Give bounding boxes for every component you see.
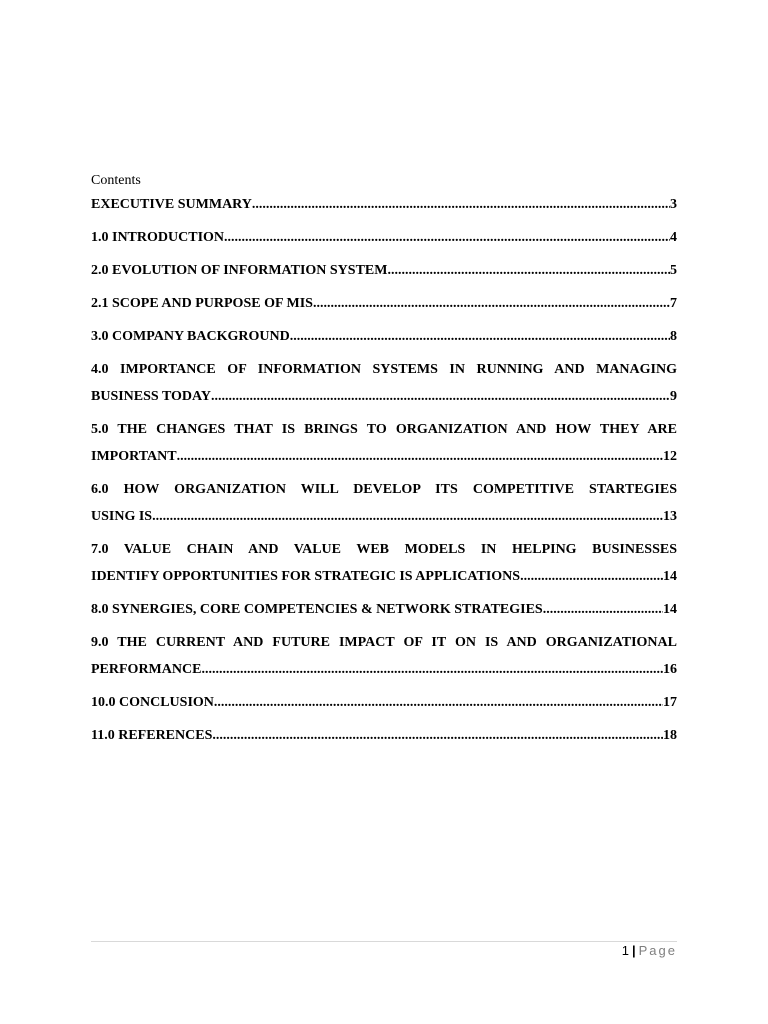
- toc-page-number: 16: [663, 662, 677, 677]
- dot-leader: [152, 508, 663, 526]
- toc-entry-line: [91, 448, 677, 466]
- toc-entry-line: [91, 328, 677, 346]
- toc-entry-line: [91, 388, 677, 406]
- toc-entry[interactable]: [91, 481, 677, 526]
- toc-entry-title-line: 6.0 HOW ORGANIZATION WILL DEVELOP ITS COMPETITIVE STARTEGIES: [91, 482, 677, 497]
- toc-entry[interactable]: [91, 262, 677, 280]
- dot-leader: [520, 568, 663, 586]
- toc-entry[interactable]: [91, 727, 677, 745]
- toc-page-number: 18: [663, 728, 677, 743]
- toc-entry-title-line: 4.0 IMPORTANCE OF INFORMATION SYSTEMS IN RUNNING AND MANAGING: [91, 362, 677, 377]
- toc-entry-title: 2.1 SCOPE AND PURPOSE OF MIS: [91, 296, 313, 311]
- toc-page-number: 5: [670, 263, 677, 278]
- toc-entry-title: 10.0 CONCLUSION: [91, 695, 214, 710]
- toc-page-number: 14: [663, 602, 677, 617]
- toc-page-number: 13: [663, 509, 677, 524]
- toc-entry-line: [91, 229, 677, 247]
- toc-entry-title: BUSINESS TODAY: [91, 389, 211, 404]
- toc-entry-line: [91, 661, 677, 679]
- dot-leader: [387, 262, 670, 280]
- toc-entry[interactable]: [91, 295, 677, 313]
- dot-leader: [212, 727, 663, 745]
- dot-leader: [543, 601, 663, 619]
- dot-leader: [211, 388, 670, 406]
- toc-entry[interactable]: [91, 229, 677, 247]
- toc-entry-line: [91, 727, 677, 745]
- toc-page-number: 8: [670, 329, 677, 344]
- dot-leader: [224, 229, 670, 247]
- toc-page-number: 3: [670, 197, 677, 212]
- toc-entry-title: 11.0 REFERENCES: [91, 728, 213, 743]
- toc-entry-title-line: 5.0 THE CHANGES THAT IS BRINGS TO ORGANIZATION AND HOW THEY ARE: [91, 422, 677, 437]
- dot-leader: [290, 328, 670, 346]
- dot-leader: [252, 196, 670, 214]
- dot-leader: [214, 694, 663, 712]
- toc-entry-line: [91, 508, 677, 526]
- toc-entry[interactable]: [91, 694, 677, 712]
- toc-entry-title: EXECUTIVE SUMMARY: [91, 197, 252, 212]
- toc-entry-title: USING IS: [91, 509, 153, 524]
- toc-entry[interactable]: [91, 196, 677, 214]
- toc-entry[interactable]: [91, 421, 677, 466]
- toc-entry[interactable]: [91, 634, 677, 679]
- dot-leader: [313, 295, 670, 313]
- toc-page-number: 4: [670, 230, 677, 245]
- footer-rule: [91, 941, 677, 942]
- toc-entry-line: [91, 196, 677, 214]
- page-footer: [622, 943, 677, 959]
- toc-entry[interactable]: [91, 328, 677, 346]
- toc-entry-line: [91, 568, 677, 586]
- toc-page-number: 17: [663, 695, 677, 710]
- toc-entry-line: [91, 694, 677, 712]
- toc-entry-title-line: 9.0 THE CURRENT AND FUTURE IMPACT OF IT ON IS AND ORGANIZATIONAL: [91, 635, 677, 650]
- toc-heading: Contents: [91, 173, 141, 188]
- toc-entry[interactable]: [91, 541, 677, 586]
- page-number: 1: [621, 943, 629, 958]
- dot-leader: [201, 661, 663, 679]
- toc-page-number: 7: [670, 296, 677, 311]
- page-word: Page: [638, 943, 677, 958]
- dot-leader: [177, 448, 663, 466]
- toc-entry-line: [91, 601, 677, 619]
- toc-entry-title-line: 7.0 VALUE CHAIN AND VALUE WEB MODELS IN HELPING BUSINESSES: [91, 542, 677, 557]
- toc-entry-title: 1.0 INTRODUCTION: [91, 230, 225, 245]
- toc-entries: [91, 196, 677, 745]
- toc-entry-line: [91, 295, 677, 313]
- toc-page-number: 9: [670, 389, 677, 404]
- toc-entry-title: PERFORMANCE: [91, 662, 202, 677]
- toc-page-number: 14: [663, 569, 677, 584]
- toc-entry-line: [91, 262, 677, 280]
- footer-separator: |: [631, 943, 636, 958]
- toc-page-number: 12: [663, 449, 677, 464]
- toc-entry-title: 2.0 EVOLUTION OF INFORMATION SYSTEM: [91, 263, 388, 278]
- toc-entry-title: IDENTIFY OPPORTUNITIES FOR STRATEGIC IS APPLICATIONS: [91, 569, 521, 584]
- toc-entry[interactable]: [91, 601, 677, 619]
- toc-entry[interactable]: [91, 361, 677, 406]
- toc-entry-title: 8.0 SYNERGIES, CORE COMPETENCIES & NETWORK STRATEGIES: [91, 602, 543, 617]
- toc-entry-title: 3.0 COMPANY BACKGROUND: [91, 329, 290, 344]
- toc-entry-title: IMPORTANT: [91, 449, 177, 464]
- table-of-contents: [91, 172, 677, 760]
